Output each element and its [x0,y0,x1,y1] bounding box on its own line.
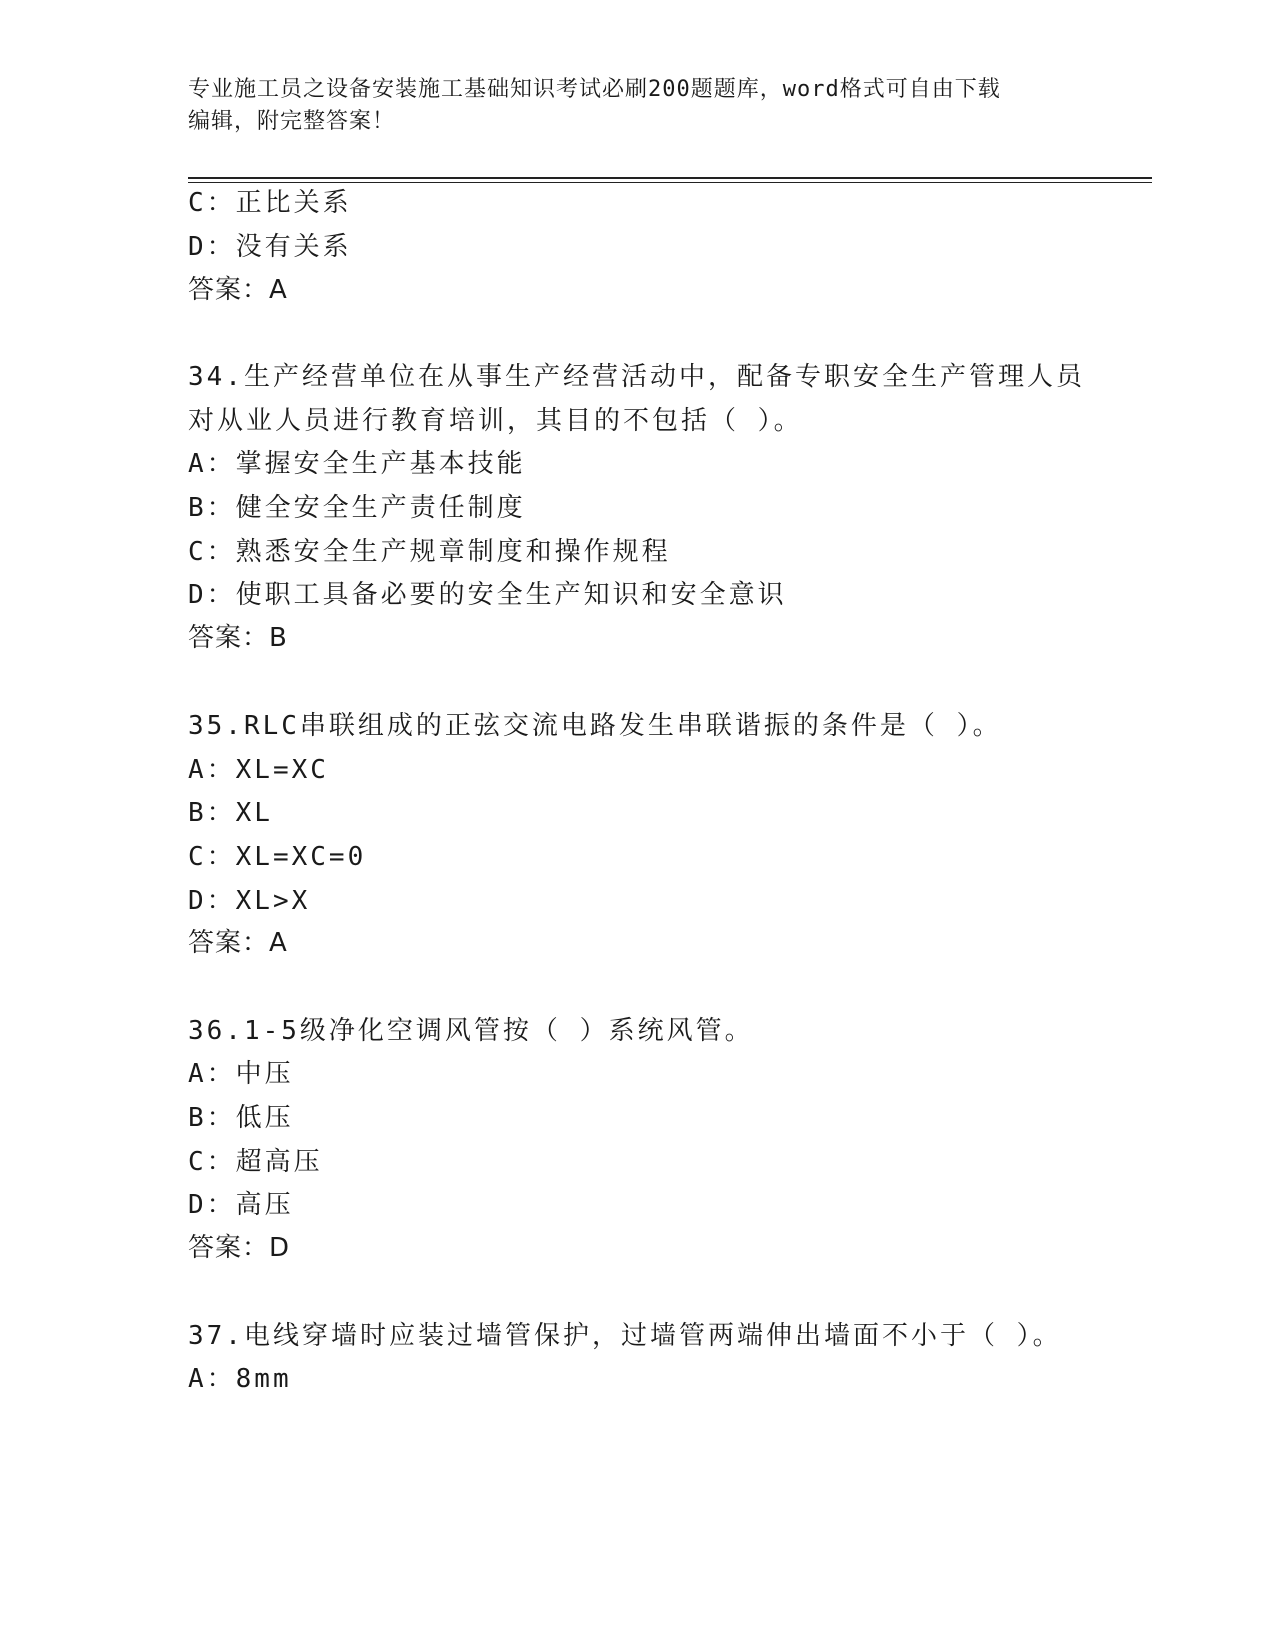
q34-option-d: D：使职工具备必要的安全生产知识和安全意识 [188,580,787,610]
q34-stem-line-1: 34.生产经营单位在从事生产经营活动中，配备专职安全生产管理人员 [188,362,1085,392]
header-divider-thick [188,177,1152,179]
header-divider-thin [188,182,1152,183]
q35-option-d: D：XL>X [188,886,311,916]
q35-option-b: B：XL [188,798,273,828]
q34-answer: 答案：B [188,623,288,653]
q36-option-c: C：超高压 [188,1147,323,1177]
page-header [188,74,1088,138]
q34-stem-line-2: 对从业人员进行教育培训，其目的不包括（ ）。 [188,406,803,436]
q35-stem: 35.RLC串联组成的正弦交流电路发生串联谐振的条件是（ ）。 [188,711,1002,741]
header-title-line-1: 专业施工员之设备安装施工基础知识考试必刷200题题库，word格式可自由下载 [188,77,1001,102]
q36-stem: 36.1-5级净化空调风管按（ ）系统风管。 [188,1016,754,1046]
q34-option-b: B：健全安全生产责任制度 [188,493,526,523]
q33-answer: 答案：A [188,275,288,305]
q36-option-d: D：高压 [188,1190,294,1220]
q37-stem: 37.电线穿墙时应装过墙管保护，过墙管两端伸出墙面不小于（ ）。 [188,1321,1062,1351]
q36-answer: 答案：D [188,1233,291,1263]
q36-option-b: B：低压 [188,1103,294,1133]
q34-option-a: A：掌握安全生产基本技能 [188,449,526,479]
q33-option-c: C：正比关系 [188,188,352,218]
q37-option-a: A：8mm [188,1364,292,1394]
header-title-line-2: 编辑，附完整答案！ [188,109,396,134]
q35-answer: 答案：A [188,928,288,958]
q35-option-a: A：XL=XC [188,755,329,785]
q36-option-a: A：中压 [188,1059,294,1089]
q34-option-c: C：熟悉安全生产规章制度和操作规程 [188,537,671,567]
q35-option-c: C：XL=XC=0 [188,842,367,872]
q33-option-d: D：没有关系 [188,232,352,262]
